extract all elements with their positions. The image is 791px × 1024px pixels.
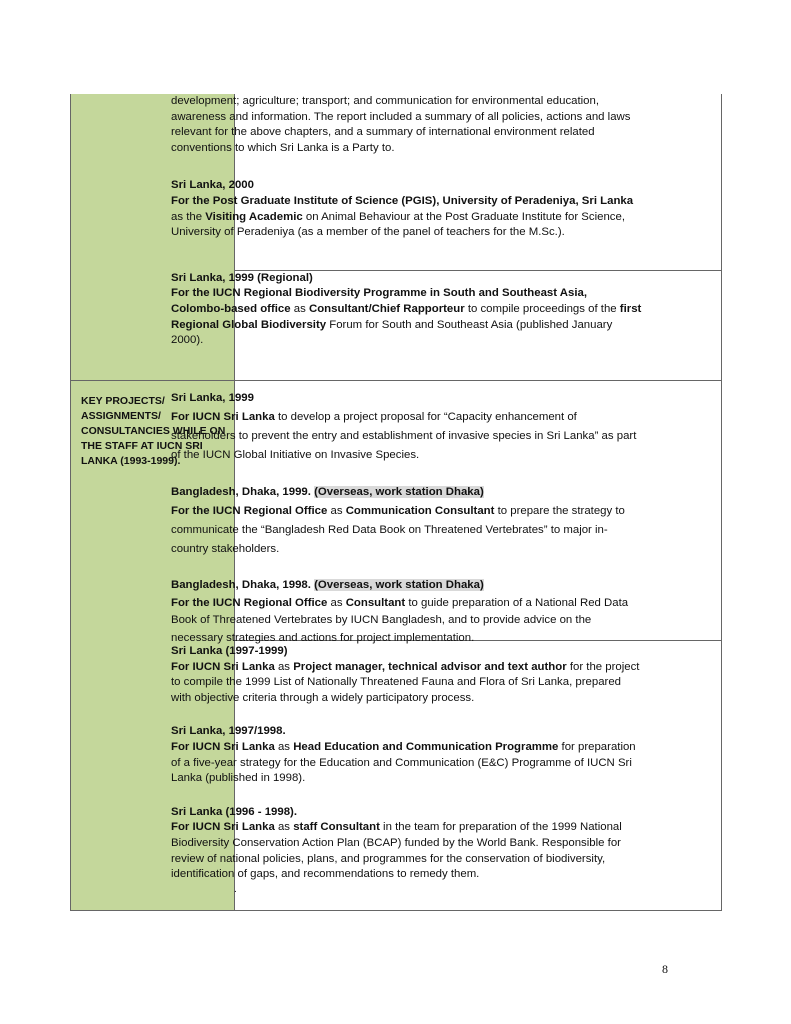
intro-paragraph: development; agriculture; transport; and communication for environmental education, awareness and information. The report included a summary of all policies, actions and laws relevant for the above chapters, and a summary of international environment related conventions to which Sri Lanka is a Party to. <box>171 95 631 154</box>
entry-heading: Sri Lanka, 1999 <box>171 392 254 404</box>
cell-row-1 <box>171 94 643 367</box>
cell-row-2 <box>171 389 643 665</box>
stray-dot: . <box>234 884 237 895</box>
entry-text: as <box>274 660 294 673</box>
entry-for: For IUCN Sri Lanka <box>171 821 275 834</box>
entry-heading: Sri Lanka (1996 - 1998). <box>171 805 297 818</box>
entry-role: Consultant/Chief Rapporteur <box>308 302 465 315</box>
entry-for: For IUCN Sri Lanka <box>171 411 275 423</box>
entry-1999 <box>171 389 643 465</box>
entry-heading: Sri Lanka, 2000 <box>171 179 254 192</box>
entry-text: as <box>327 596 346 609</box>
entry-1999-regional <box>171 271 643 349</box>
highlighted-note: (Overseas, work station Dhaka) <box>314 579 484 591</box>
entry-text: for preparation of a five-year strategy for the Education and Communication (E&C) Programme of IUCN Sri Lanka (published in 1998). <box>171 740 636 785</box>
entry-text: to compile proceedings of the <box>464 302 620 315</box>
entry-text: to guide preparation of a National Red Data Book of Threatened Vertebrates by IUCN Bangladesh, and to provide advice on the necessary strategies and actions for project implementation. <box>171 596 629 644</box>
entry-for: For the IUCN Regional Office <box>171 596 328 609</box>
entry-text: on Animal Behaviour at the Post Graduate Institute for Science, University of Peradeniya (as a member of the panel of teachers for the M.Sc.). <box>171 210 625 239</box>
entry-text: for the project to compile the 1999 List of Nationally Threatened Fauna and Flora of Sri Lanka, prepared with objective criteria through a widely participatory process. <box>171 660 640 704</box>
entry-for: For the IUCN Regional Office <box>171 505 328 517</box>
entry-text: as <box>327 505 346 517</box>
entry-role: staff Consultant <box>293 821 380 834</box>
entry-role: Visiting Academic <box>205 210 303 223</box>
entry-heading: Sri Lanka, 1999 (Regional) <box>171 271 313 284</box>
entry-dhaka-1999 <box>171 483 643 559</box>
entry-heading: Sri Lanka, 1997/1998. <box>171 725 286 738</box>
entry-1997-1999 <box>171 644 643 706</box>
entry-for: For IUCN Sri Lanka <box>171 740 275 753</box>
entry-1996-1998 <box>171 805 643 883</box>
entry-role: Communication Consultant <box>345 505 495 517</box>
entry-for: For IUCN Sri Lanka <box>171 660 275 673</box>
entry-text: to prepare the strategy to communicate the “Bangladesh Red Data Book on Threatened Vertebrates” to major in-country stakeholders. <box>171 505 625 555</box>
cell-row-3 <box>171 644 643 901</box>
entry-dhaka-1998 <box>171 577 643 647</box>
entry-heading: Bangladesh, Dhaka, 1998. <box>171 579 315 591</box>
entry-heading: Bangladesh, Dhaka, 1999. <box>171 486 315 498</box>
entry-for: For the Post Graduate Institute of Science (PGIS), University of Peradeniya, Sri Lanka <box>171 194 634 207</box>
entry-role: Project manager, technical advisor and text author <box>293 660 567 673</box>
entry-2000 <box>171 178 643 240</box>
entry-text: as <box>274 821 294 834</box>
page-number: 8 <box>662 962 668 976</box>
entry-text: in the team for preparation of the 1999 National Biodiversity Conservation Action Plan (BCAP) funded by the World Bank. Responsible for review of national policies, plans, and programmes for the conservation of biodiversity, identification of gaps, and recommendations to remedy them. <box>171 821 622 881</box>
entry-text: as <box>290 302 309 315</box>
entry-for: For the IUCN Regional Biodiversity Programme in South and Southeast Asia, Colombo-based office <box>171 287 588 315</box>
entry-bold: first Regional Global Biodiversity <box>171 302 642 331</box>
entry-text: as <box>274 740 294 753</box>
highlighted-note: (Overseas, work station Dhaka) <box>314 486 484 498</box>
section-label: KEY PROJECTS/ ASSIGNMENTS/ CONSULTANCIES WHILE ON THE STAFF AT IUCN SRI LANKA (1993-1999). <box>81 395 226 467</box>
entry-role: Consultant <box>345 596 406 609</box>
entry-text: to develop a project proposal for “Capacity enhancement of stakeholders to prevent the entry and establishment of invasive species in Sri Lanka” as part of the IUCN Global Initiative on Invasive Species. <box>171 411 637 461</box>
entry-text: Forum for South and Southeast Asia (published January 2000). <box>171 318 613 347</box>
entry-text: as the <box>171 210 206 223</box>
entry-role: Head Education and Communication Programme <box>293 740 559 753</box>
entry-heading: Sri Lanka (1997-1999) <box>171 645 288 657</box>
row-divider <box>71 380 721 381</box>
entry-1997-1998 <box>171 724 643 786</box>
